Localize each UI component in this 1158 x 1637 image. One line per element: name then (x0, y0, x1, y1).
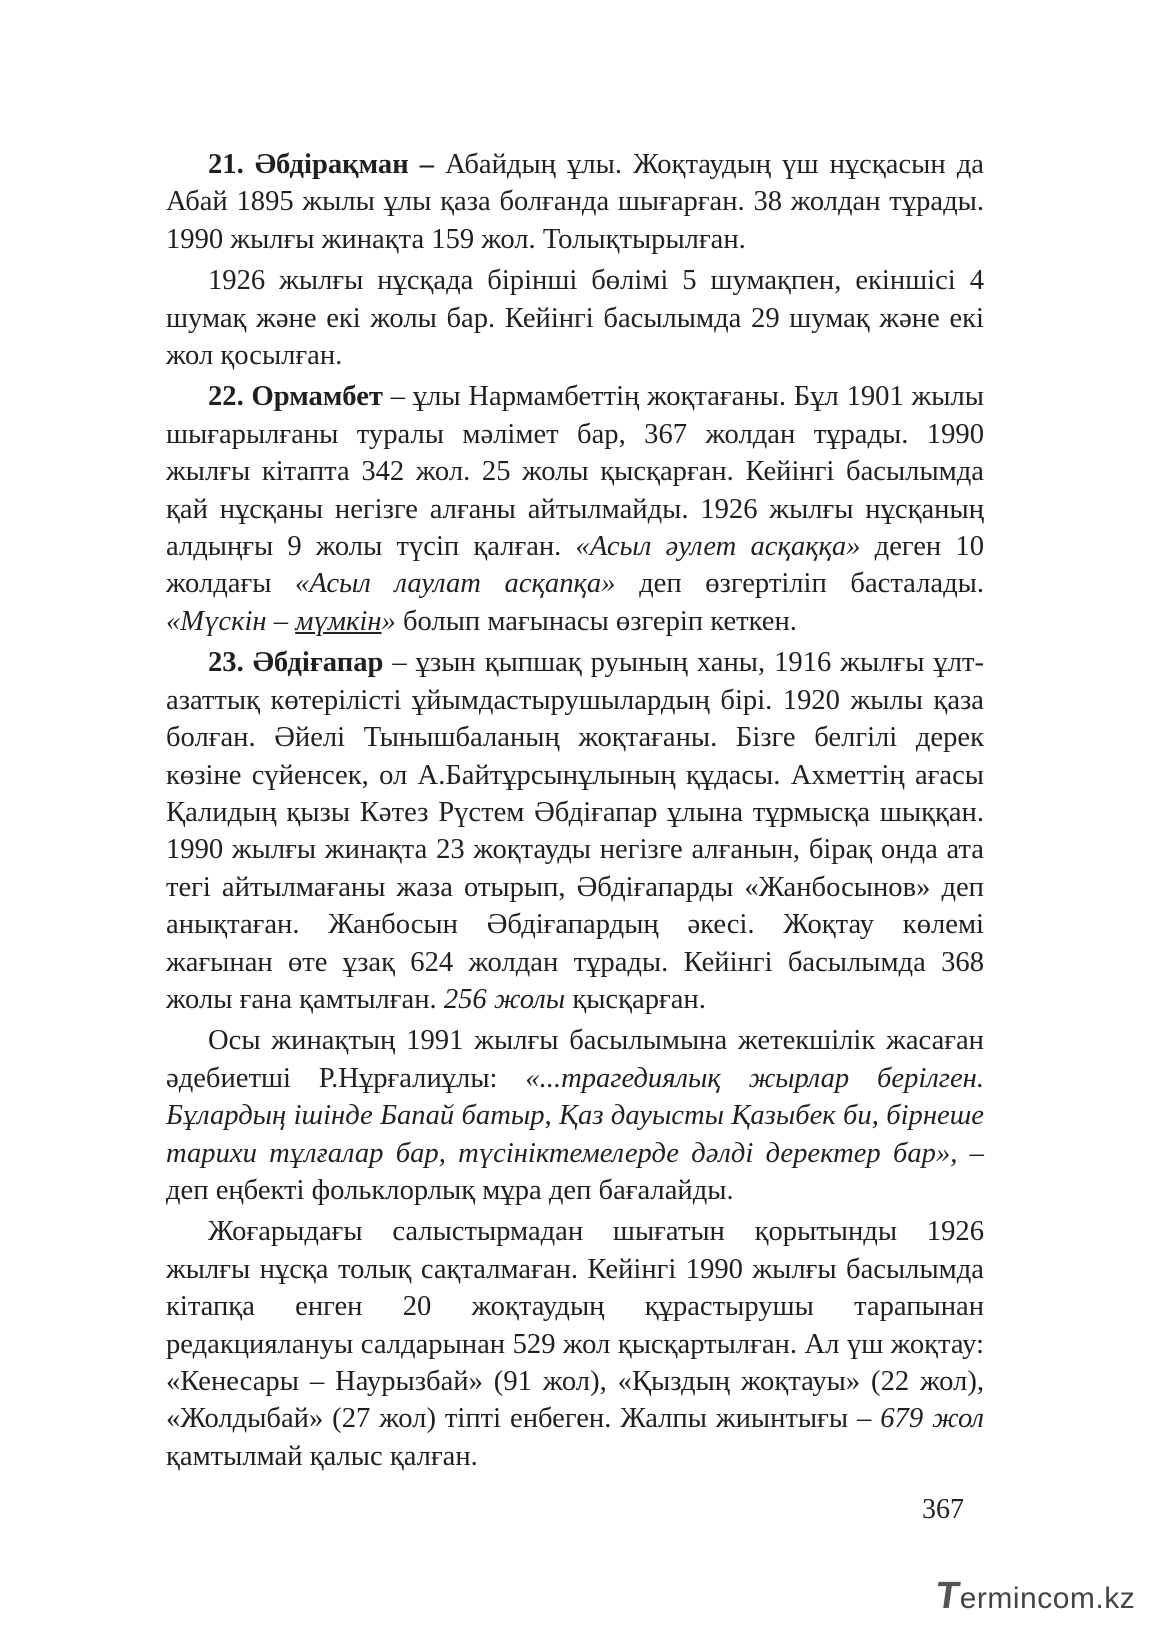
text-run-italic: «Мүскін – (166, 605, 296, 637)
text-run-normal: Осы жинақтың 1991 жылғы басылымына жетекшілік жасаған әдебиетші Р.Нұрғалиұлы: (166, 1025, 984, 1094)
text-run-normal: Жоғарыдағы салыстырмадан шығатын қорытынды 1926 жылғы нұсқа толық сақталмаған. Кейінгі 1990 жылғы басылымда кітапқа енген 20 жоқтаудың құрастырушы тарапынан редакциялануы салдарынан 529 жол қысқартылған. Ал үш жоқтау: «Кенесары – Наурызбай» (91 жол), «Қыздың жоқтауы» (22 жол), «Жолдыбай» (27 жол) тіпті енбеген. Жалпы жиынтығы – (166, 1216, 984, 1435)
paragraph-p-zhog (166, 1213, 984, 1475)
text-run-normal: – ұлы Нармамбеттің жоқтағаны. Бұл 1901 жылы шығарылғаны туралы мәлімет бар, 367 жолдан тұрады. 1990 жылғы кітапта 342 жол. 25 жолы қысқарған. Кейінгі басылымда қай нұсқаны негізге алғаны айтылмайды. 1926 жылғы нұсқаның алдыңғы 9 жолы түсіп қалған. (166, 381, 984, 563)
text-run-bold: 21. Әбдірақман – (208, 149, 446, 180)
underlined-word: мүмкін (295, 605, 382, 637)
text-run-normal: болып мағынасы өзгеріп кеткен. (395, 605, 797, 637)
text-run-normal: – ұзын қыпшақ руының ханы, 1916 жылғы ұлт-азаттық көтерілісті ұйымдастырушылардың бірі. 1920 жылы қаза болған. Әйелі Тынышбаланың жоқтағаны. Бізге белгілі дерек көзіне сүйенсек, ол А.Байтұрсынұлының құдасы. Ахметтің ағасы Қалидың қызы Кәтез Рүстем Әбдіғапар ұлына тұрмысқа шыққан. 1990 жылғы жинақта 23 жоқтауды негізге алғанын, бірақ онда ата тегі айтылмағаны жаза отырып, Әбдіғапарды «Жанбосынов» деп анықтаған. Жанбосын Әбдіғапардың әкесі. Жоқтау көлемі жағынан өте ұзақ 624 жолдан тұрады. Кейінгі басылымда 368 жолы ғана қамтылған. (166, 647, 984, 1015)
text-run-bold: 23. Әбдіғапар (208, 647, 384, 679)
paragraph-p21b (166, 262, 984, 374)
text-run-italic: «Асыл әулет асқаққа» (575, 531, 861, 563)
text-run-italic: 256 жолы (443, 983, 566, 1015)
text-run-normal: 1926 жылғы нұсқада бірінші бөлімі 5 шумақпен, екіншісі 4 шумақ және екі жолы бар. Кейінгі басылымда 29 шумақ және екі жол қосылған. (166, 265, 984, 372)
text-run-normal: Абайдың ұлы. Жоқтаудың үш нұсқасын да Абай 1895 жылы ұлы қаза болғанда шығарған. 38 жолдан тұрады. 1990 жылғы жинақта 159 жол. Толықтырылған. (166, 149, 984, 255)
text-run-italic: 679 жол (880, 1403, 984, 1435)
text-run-italic-underline (295, 606, 381, 637)
page-number: 367 (922, 1494, 964, 1525)
paragraph-p23 (166, 644, 984, 1018)
text-run-normal: қысқарған. (565, 983, 706, 1015)
text-run-normal: – деп еңбекті фольклорлық мұра деп бағалайды. (166, 1137, 984, 1206)
paragraph-p21 (166, 146, 984, 258)
text-run-normal: қамтылмай қалыс қалған. (166, 1440, 478, 1472)
paragraph-p-osy (166, 1022, 984, 1209)
site-watermark (933, 1575, 1136, 1617)
page-body (166, 146, 984, 1479)
watermark-text: ermincom.kz (959, 1582, 1136, 1615)
text-run-italic: «...трагедиялық жырлар берілген. Бұлардың ішінде Бапай батыр, Қаз дауысты Қазыбек би, бірнеше тарихи тұлғалар бар, түсініктемелерде дәлді деректер бар», (166, 1062, 984, 1169)
text-run-italic: » (381, 605, 396, 637)
paragraph-p22 (166, 378, 984, 640)
text-run-italic: «Асыл лаулат асқапқа» (295, 568, 616, 600)
text-run-normal: деген 10 жолдағы (166, 531, 985, 600)
text-run-bold: 22. Ормамбет (208, 381, 383, 413)
watermark-initial: T (933, 1575, 963, 1617)
text-run-normal: деп өзгертіліп басталады. (615, 568, 984, 600)
